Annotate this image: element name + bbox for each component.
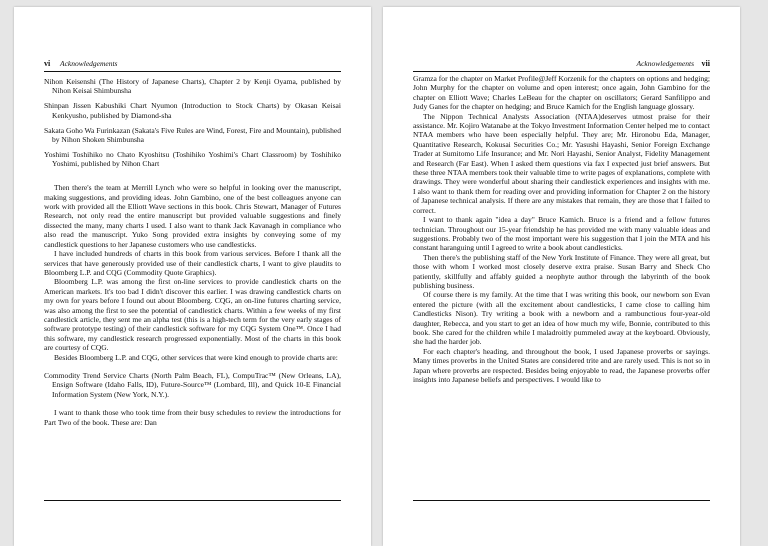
reference-entry: Shinpan Jissen Kabushiki Chart Nyumon (Introduction to Stock Charts) by Okasan Keisai Kenkyusho, published by Diamond-sha [44, 101, 341, 120]
body-paragraph: I want to thank those who took time from their busy schedules to review the introductions for Part Two of the book. These are: Dan [44, 408, 341, 427]
reference-entry: Sakata Goho Wa Furinkazan (Sakata's Five Rules are Wind, Forest, Fire and Mountain), published by Nihon Shoken Shimbunsha [44, 125, 341, 145]
services-list: Commodity Trend Service Charts (North Palm Beach, FL), CompuTrac™ (New Orleans, LA), Ensign Software (Idaho Falls, ID), Future-Source™ (Lombard, Ill), and Quick 10-E Financial Information System (New York, N.Y.). [44, 370, 341, 399]
reference-entry: Nihon Keisenshi (The History of Japanese Charts), Chapter 2 by Kenji Oyama, published by Nihon Keisai Shimbunsha [44, 77, 341, 96]
page-header [44, 59, 341, 72]
continued-paragraph: Gramza for the chapter on Market Profile@Jeff Korzenik for the chapters on options and hedging; John Murphy for the chapter on volume and open interest; once again, John Gambino for the chapter on Elliott Wave; Charles LeBeau for the chapter on oscillators; Gerard Sanfilippo and Judy Ganes for the chapter on hedging; and Bruce Kamich for the English language glossary. [413, 74, 710, 112]
body-paragraph: I want to thank again "idea a day" Bruce Kamich. Bruce is a friend and a fellow futures technician. Throughout our 15-year friendship he has provided me with many valuable ideas and suggestions. Probably two of the most important were his suggestion that I join the MTA and his constant haranguing until I agreed to write a book about candlesticks. [413, 215, 710, 253]
reference-entry: Yoshimi Toshihiko no Chato Kyoshitsu (Toshihiko Yoshimi's Chart Classroom) by Toshihiko Yoshimi, published by Nihon Chart [44, 149, 341, 169]
body-paragraph: I have included hundreds of charts in this book from various services. Before I thank all the services that have generously provided use of their candlestick charts, I want to give plaudits to Bloomberg L.P. and CQG (Commodity Quote Graphics). [44, 249, 341, 277]
footer-rule [44, 500, 341, 501]
right-page [383, 7, 740, 546]
body-paragraph: Of course there is my family. At the time that I was writing this book, our newborn son Evan entered the picture (with all the excitement about candlesticks, I came close to calling him Candlesticks Nison). Try writing a book with a newborn and a rambunctious four-year-old daughter, Rebecca, and you start to get an idea of how much my wife, Bonnie, contributed to this book. She cared for the children while I maladroitly pummeled away at the keyboard. Obviously, she had the harder job. [413, 290, 710, 347]
left-page [14, 7, 371, 546]
running-head: Acknowledgements [636, 59, 694, 68]
body-paragraph: Bloomberg L.P. was among the first on-line services to provide candlestick charts on the American markets. It's too bad I didn't discover this earlier. I was drawing candlestick charts on my own for years before I found out about Bloomberg. CQG, an on-line futures charting service, was also among the first to see the potential of candlestick charts. Within a few weeks of my first candlestick article, they sent me an alpha test (this is a high-tech term for the very early stages of software prototype testing) of their candlestick software for my CQG System One™. Once I had this software, my candlestick research progressed exponentially. Most of the charts in this book are courtesy of CQG. [44, 277, 341, 353]
page-number: vii [701, 59, 710, 68]
page-body [44, 77, 341, 427]
body-paragraph: Then there's the team at Merrill Lynch who were so helpful in looking over the manuscript, making suggestions, and providing ideas. John Gambino, one of the best colleagues anyone can work with provided all the Elliott Wave sections in this book. Chris Stewart, Manager of Futures Research, not only read the entire manuscript but provided valuable suggestions and finely dissected the many, many charts I used. I also want to thank Jack Kavanagh in compliance who also read the manuscript. Yuko Song provided extra insights by conveying some of my candlestick questions to her Japanese customers who use candlesticks. [44, 183, 341, 249]
running-head: Acknowledgements [60, 59, 118, 68]
body-paragraph: Then there's the publishing staff of the New York Institute of Finance. They were all great, but those with whom I worked most closely deserve extra praise. Susan Barry and Sheck Cho patiently, skillfully and affably guided a neophyte author through the labyrinth of the book publishing business. [413, 252, 710, 290]
page-body [413, 74, 710, 384]
page-header [413, 59, 710, 72]
body-paragraph: Besides Bloomberg L.P. and CQG, other services that were kind enough to provide charts are: [54, 352, 338, 362]
page-number: vi [44, 59, 51, 68]
body-paragraph: For each chapter's heading, and throughout the book, I used Japanese proverbs or sayings. Many times proverbs in the United States are considered trite and are rarely used. This is not so in Japan where proverbs are respected. Besides being enjoyable to read, the Japanese proverbs offer insights into Japanese beliefs and perspectives. I would like to [413, 346, 710, 384]
body-paragraph: The Nippon Technical Analysts Association (NTAA)deserves utmost praise for their assistance. Mr. Kojiro Watanabe at the Tokyo Investment Information Center helped me to contact NTAA members who have been especially helpful. They are; Mr. Hironobu Eda, Manager, Quantitative Research, Kokusai Securities Co.; Mr. Yasushi Hayashi, Senior Foreign Exchange Trader at Sumitomo Life Insurance; and Mr. Nori Hayashi, Senior Analyst, Fidelity Management and Research (Far East). When I asked them questions via fax I expected just brief answers. But these three NTAA members took their valuable time to write pages of explanations, complete with drawings. They were wonderful about sharing their candlestick experiences and insights with me. I also want to thank them for reading over and providing information for Chapter 2 on the history of Japanese technical analysis. If there are any mistakes that remain, they are those that I failed to correct. [413, 111, 710, 215]
footer-rule [413, 500, 710, 501]
